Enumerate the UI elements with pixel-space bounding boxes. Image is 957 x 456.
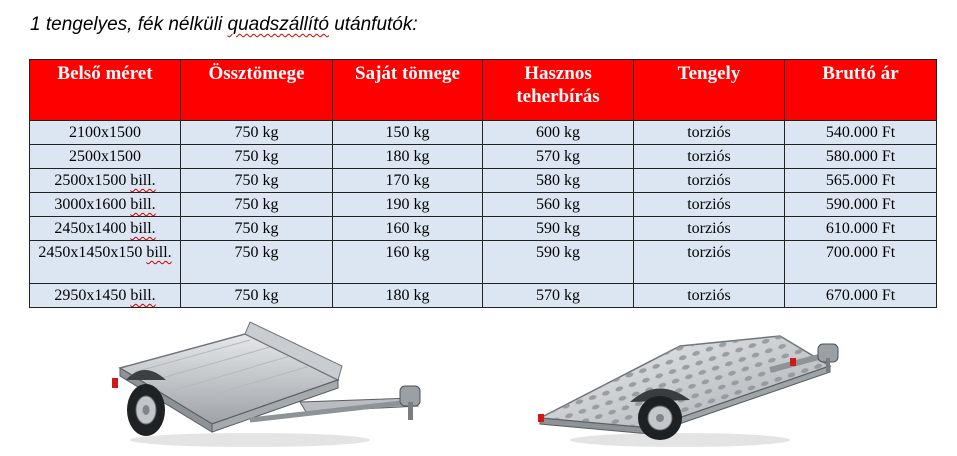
cell-total-weight: 750 kg	[181, 217, 333, 241]
cell-payload: 590 kg	[483, 217, 634, 241]
size-value: 2450x1450x150	[38, 244, 147, 261]
size-value: 2500x1500	[54, 172, 131, 189]
cell-payload: 570 kg	[483, 284, 634, 308]
cell-inner-size	[30, 284, 181, 308]
bill-note: bill.	[130, 220, 156, 237]
size-value: 3000x1600	[54, 196, 131, 213]
cell-own-weight: 150 kg	[333, 121, 483, 145]
cell-inner-size	[30, 145, 181, 169]
cell-payload: 570 kg	[483, 145, 634, 169]
cell-payload: 590 kg	[483, 241, 634, 284]
size-value: 2950x1450	[54, 287, 131, 304]
bill-note: bill.	[146, 244, 172, 261]
cell-axle: torziós	[634, 241, 785, 284]
cell-inner-size	[30, 241, 181, 284]
cell-price: 565.000 Ft	[785, 169, 937, 193]
cell-price: 580.000 Ft	[785, 145, 937, 169]
table-header-row	[30, 60, 937, 121]
cell-axle: torziós	[634, 193, 785, 217]
cell-own-weight: 170 kg	[333, 169, 483, 193]
cell-axle: torziós	[634, 169, 785, 193]
page-title	[30, 14, 418, 36]
cell-price: 610.000 Ft	[785, 217, 937, 241]
table-row	[30, 121, 937, 145]
cell-payload: 580 kg	[483, 169, 634, 193]
trailer-photo-left	[100, 320, 450, 450]
cell-inner-size	[30, 193, 181, 217]
cell-inner-size	[30, 169, 181, 193]
table-row	[30, 284, 937, 308]
cell-inner-size	[30, 217, 181, 241]
cell-own-weight: 190 kg	[333, 193, 483, 217]
header-inner-size: Belső méret	[30, 60, 181, 121]
cell-inner-size	[30, 121, 181, 145]
cell-payload: 560 kg	[483, 193, 634, 217]
table-row	[30, 145, 937, 169]
bill-note: bill.	[130, 196, 156, 213]
title-text-underlined: quadszállító	[227, 14, 329, 35]
price-table	[29, 59, 937, 308]
cell-own-weight: 160 kg	[333, 217, 483, 241]
cell-axle: torziós	[634, 284, 785, 308]
table-row	[30, 217, 937, 241]
table-row	[30, 169, 937, 193]
cell-total-weight: 750 kg	[181, 145, 333, 169]
cell-price: 700.000 Ft	[785, 241, 937, 284]
table-row	[30, 193, 937, 217]
cell-axle: torziós	[634, 121, 785, 145]
cell-total-weight: 750 kg	[181, 241, 333, 284]
cell-payload: 600 kg	[483, 121, 634, 145]
cell-total-weight: 750 kg	[181, 284, 333, 308]
cell-own-weight: 180 kg	[333, 145, 483, 169]
cell-price: 590.000 Ft	[785, 193, 937, 217]
cell-own-weight: 160 kg	[333, 241, 483, 284]
cell-total-weight: 750 kg	[181, 121, 333, 145]
title-text-after: utánfutók:	[328, 14, 418, 35]
table-row	[30, 241, 937, 284]
size-value: 2450x1400	[54, 220, 131, 237]
cell-own-weight: 180 kg	[333, 284, 483, 308]
cell-total-weight: 750 kg	[181, 169, 333, 193]
cell-axle: torziós	[634, 217, 785, 241]
cell-price: 540.000 Ft	[785, 121, 937, 145]
trailer-photo-right	[530, 318, 845, 452]
header-own-weight: Saját tömege	[333, 60, 483, 121]
bill-note: bill.	[130, 172, 156, 189]
title-text-before: 1 tengelyes, fék nélküli	[30, 14, 228, 35]
cell-axle: torziós	[634, 145, 785, 169]
bill-note: bill.	[130, 287, 156, 304]
header-axle: Tengely	[634, 60, 785, 121]
header-payload: Hasznos teherbírás	[483, 60, 634, 121]
size-value: 2100x1500	[69, 124, 141, 141]
header-gross-price: Bruttó ár	[785, 60, 937, 121]
size-value: 2500x1500	[69, 148, 141, 165]
cell-total-weight: 750 kg	[181, 193, 333, 217]
cell-price: 670.000 Ft	[785, 284, 937, 308]
header-total-weight: Össztömege	[181, 60, 333, 121]
